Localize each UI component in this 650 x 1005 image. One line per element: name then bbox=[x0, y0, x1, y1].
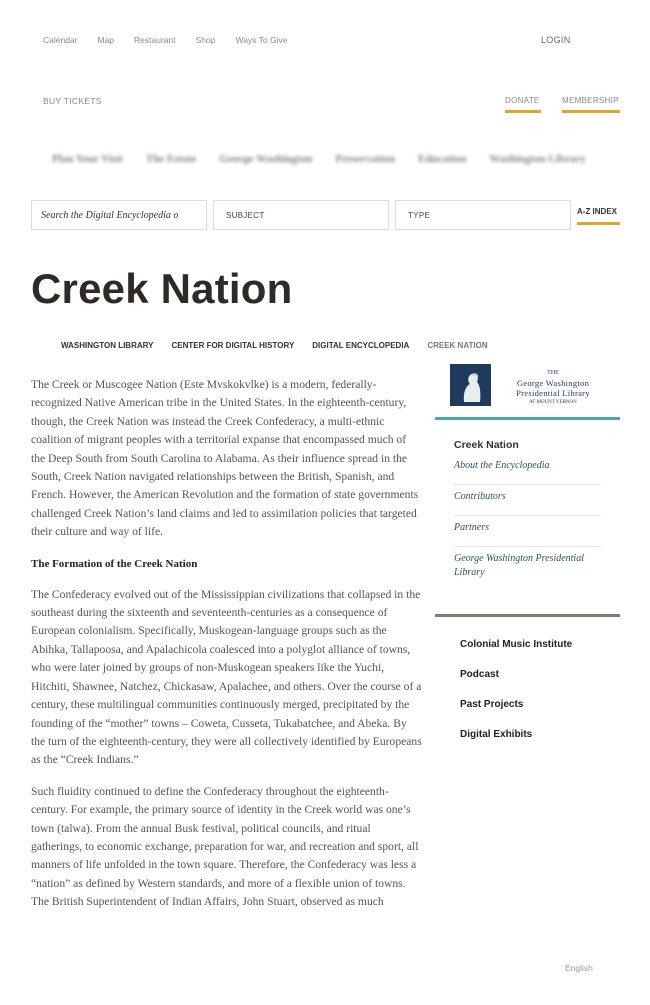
sidebar-link-past-projects[interactable]: Past Projects bbox=[460, 699, 524, 710]
utility-link-map[interactable]: Map bbox=[97, 35, 115, 45]
washington-portrait-icon bbox=[450, 364, 491, 406]
sidebar-projects bbox=[460, 639, 572, 759]
donate-link[interactable]: DONATE bbox=[505, 96, 541, 113]
subject-select[interactable] bbox=[213, 200, 389, 230]
nav-education[interactable]: Education bbox=[418, 153, 467, 165]
utility-link-ways-to-give[interactable]: Ways To Give bbox=[235, 35, 288, 45]
nav-washington-library[interactable]: Washington Library bbox=[489, 153, 586, 165]
article-paragraph: The Creek or Muscogee Nation (Este Mvskokvlke) is a modern, federally-recognized Native American tribe in the United States. In the eighteenth-century, though, the Creek Nation was instead the Creek Confederacy, a multi-ethnic coalition of migrant peoples with a territorial expanse that encompassed much of the Deep South from South Carolina to Alabama. As their influence spread in the South, Creek Nation navigated relationships between the British, Spanish, and French. However, the American Revolution and the formation of state governments challenged Creek Nation’s land claims and led to assimilation policies that targeted their culture and way of life. bbox=[31, 378, 419, 539]
library-logo-text bbox=[496, 368, 610, 408]
nav-preservation[interactable]: Preservation bbox=[335, 153, 396, 165]
type-select[interactable] bbox=[395, 200, 571, 230]
breadcrumb bbox=[61, 341, 506, 350]
search-field bbox=[31, 200, 207, 230]
sidebar-link-contributors[interactable]: Contributors bbox=[454, 488, 601, 516]
breadcrumb-center-for-digital-history[interactable]: CENTER FOR DIGITAL HISTORY bbox=[171, 341, 295, 350]
sidebar-links bbox=[454, 457, 601, 594]
sidebar-link-digital-exhibits[interactable]: Digital Exhibits bbox=[460, 729, 533, 740]
nav-plan-your-visit[interactable]: Plan Your Visit bbox=[52, 153, 123, 165]
sidebar-link-partners[interactable]: Partners bbox=[454, 519, 601, 547]
utility-nav bbox=[43, 35, 307, 45]
utility-link-shop[interactable]: Shop bbox=[195, 35, 216, 45]
utility-link-restaurant[interactable]: Restaurant bbox=[134, 35, 176, 45]
breadcrumb-digital-encyclopedia[interactable]: DIGITAL ENCYCLOPEDIA bbox=[312, 341, 410, 350]
search-input[interactable] bbox=[41, 202, 191, 228]
buy-tickets-link[interactable]: BUY TICKETS bbox=[43, 96, 102, 106]
nav-george-washington[interactable]: George Washington bbox=[219, 153, 313, 165]
login-link[interactable]: LOGIN bbox=[541, 35, 571, 45]
article-paragraph: The Confederacy evolved out of the Mississippian civilizations that collapsed in the southeast during the sixteenth and seventeenth-centuries as a consequence of European colonialism. Specifically, Muskogean-language groups such as the Abihka, Tallapoosa, and Apalachicola coalesced into a polyglot alliance of towns, who were later joined by groups of non-Muskogean speakers like the Yuchi, Hitchiti, Shawnee, Natchez, Chickasaw, Apalachee, and others. Over the course of a century, these multilingual communities continuously merged, precipitated by the founding of the “mother” towns – Coweta, Cusseta, Tukabatchee, and Abeka. By the turn of the eighteenth-century, they were all collectively identified by Europeans as the “Creek Indians.” bbox=[31, 587, 422, 767]
a-z-index-link[interactable]: A-Z INDEX bbox=[577, 207, 620, 225]
breadcrumb-washington-library[interactable]: WASHINGTON LIBRARY bbox=[61, 341, 154, 350]
membership-link[interactable]: MEMBERSHIP bbox=[562, 96, 620, 113]
sidebar-link-colonial-music-institute[interactable]: Colonial Music Institute bbox=[460, 639, 573, 650]
logo-line-presidential-library: Presidential Library bbox=[516, 388, 590, 398]
logo-line-the: THE bbox=[547, 370, 559, 376]
main-nav bbox=[52, 153, 609, 165]
sidebar-heading: Creek Nation bbox=[454, 439, 519, 451]
sidebar-divider-brown bbox=[435, 614, 620, 617]
nav-the-estate[interactable]: The Estate bbox=[145, 153, 197, 165]
presidential-library-logo[interactable] bbox=[450, 364, 610, 406]
logo-line-george-washington: George Washington bbox=[516, 378, 590, 388]
type-label: TYPE bbox=[408, 211, 431, 220]
breadcrumb-current: CREEK NATION bbox=[427, 341, 488, 350]
logo-line-mount-vernon: AT MOUNT VERNON bbox=[529, 400, 577, 405]
sidebar-link-podcast[interactable]: Podcast bbox=[460, 669, 499, 680]
article-section-heading: The Formation of the Creek Nation bbox=[31, 557, 198, 570]
article-paragraph: Such fluidity continued to define the Confederacy throughout the eighteenth-century. For example, the primary source of identity in the Creek world was one’s town (talwa). From the annual Busk festival, political councils, and ritual gatherings, to economic exchange, preparation for war, and recreation and sport, all manners of life unfolded in the town square. Therefore, the Confederacy was less a “nation” as defined by Western standards, and more of a flexible union of towns. The British Superintendent of Indian Affairs, John Stuart, observed as much bbox=[31, 784, 419, 909]
sidebar-link-about[interactable]: About the Encyclopedia bbox=[454, 457, 601, 485]
subject-label: SUBJECT bbox=[226, 211, 265, 220]
utility-link-calendar[interactable]: Calendar bbox=[43, 35, 78, 45]
sidebar-divider-teal bbox=[435, 417, 620, 420]
article-body bbox=[31, 376, 423, 925]
sidebar-link-presidential-library[interactable]: George Washington Presidential Library bbox=[454, 553, 584, 578]
page-title: Creek Nation bbox=[31, 265, 293, 312]
language-selector[interactable]: English bbox=[565, 963, 593, 973]
